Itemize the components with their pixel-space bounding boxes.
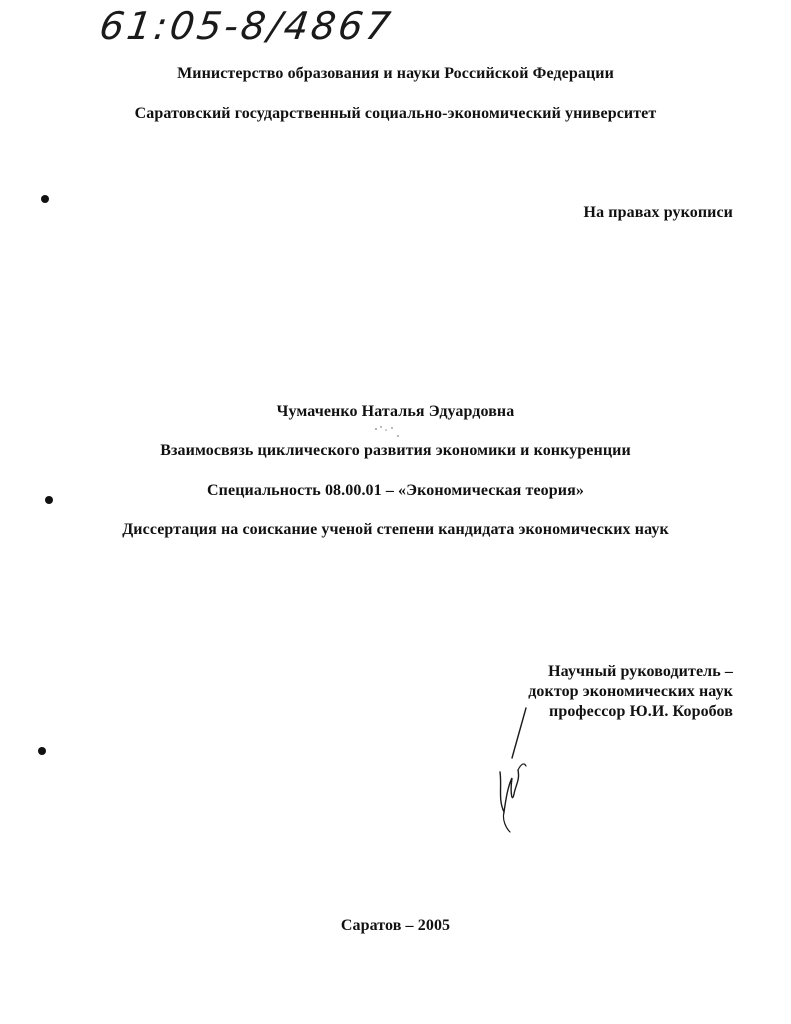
dissertation-title: Взаимосвязь циклического развития экономики и конкуренции bbox=[160, 442, 631, 459]
supervisor-degree: доктор экономических наук bbox=[528, 683, 733, 700]
ministry-name: Министерство образования и науки Российской Федерации bbox=[177, 65, 614, 82]
punch-hole-mark bbox=[38, 747, 46, 755]
city-year: Саратов – 2005 bbox=[340, 917, 451, 934]
scan-specks bbox=[372, 424, 402, 438]
supervisor-label: Научный руководитель – bbox=[548, 663, 733, 680]
author-name: Чумаченко Наталья Эдуардовна bbox=[276, 403, 515, 420]
supervisor-name: профессор Ю.И. Коробов bbox=[549, 703, 733, 720]
specialty-line: Специальность 08.00.01 – «Экономическая теория» bbox=[207, 482, 584, 499]
manuscript-rights-label: На правах рукописи bbox=[583, 204, 733, 221]
supervisor-signature bbox=[488, 700, 548, 840]
archive-number-handwritten: 61:05-8/4867 bbox=[96, 4, 397, 48]
university-name: Саратовский государственный социально-экономический университет bbox=[134, 105, 657, 122]
punch-hole-mark bbox=[41, 195, 49, 203]
degree-line: Диссертация на соискание ученой степени кандидата экономических наук bbox=[122, 521, 669, 538]
